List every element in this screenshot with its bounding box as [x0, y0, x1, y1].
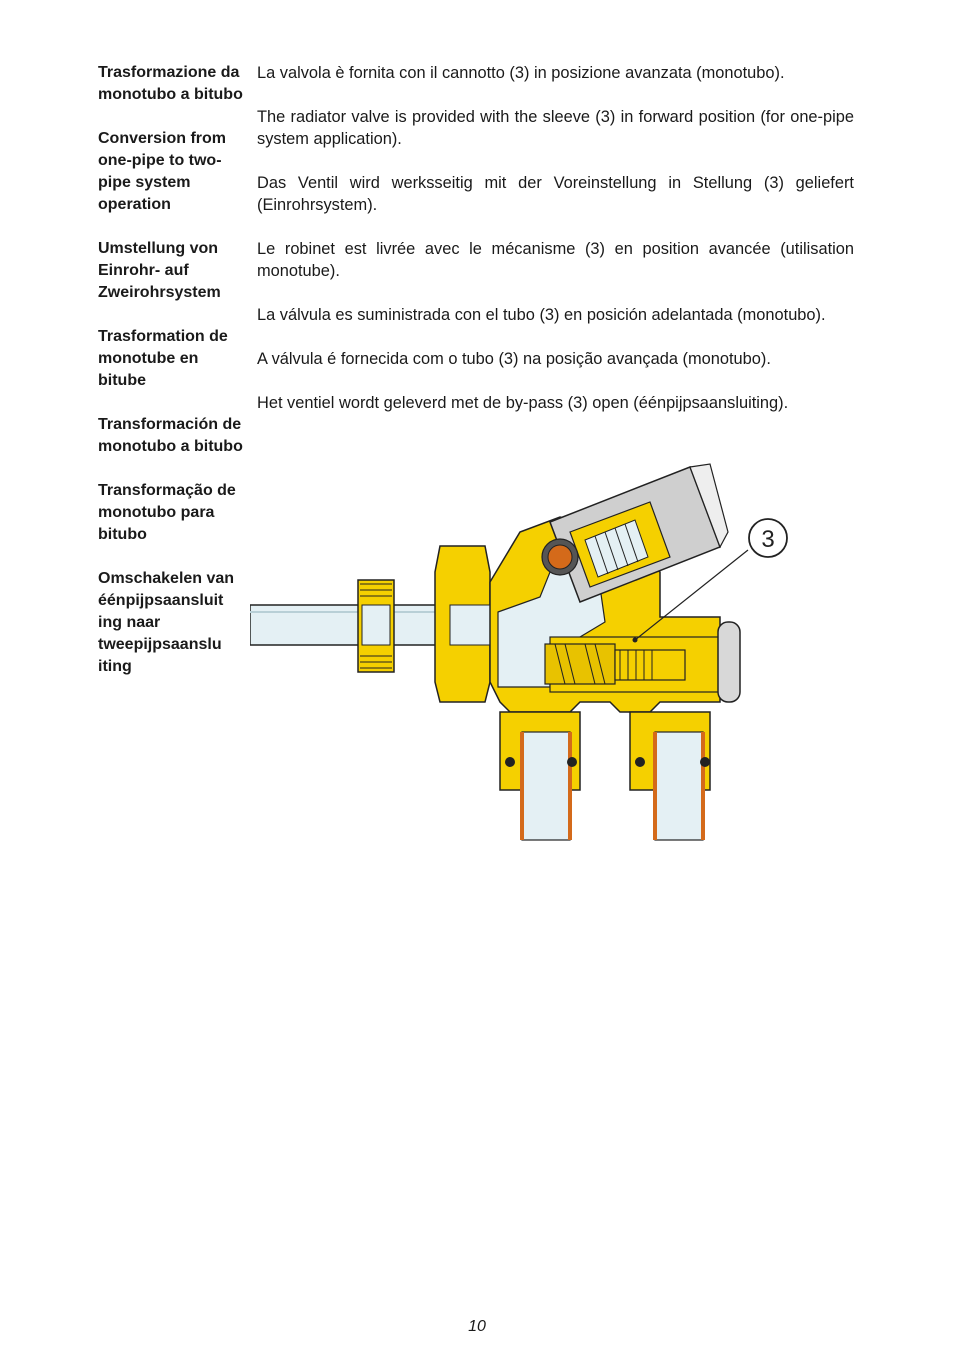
outlet-pipe-right: [630, 712, 710, 840]
paragraph-italian: La valvola è fornita con il cannotto (3) in posizione avanzata (monotubo).: [257, 64, 785, 82]
side-cap: [718, 622, 740, 702]
heading-french: Trasformation de monotube en bitube: [98, 328, 228, 389]
paragraph-german: Das Ventil wird werksseitig mit der Voreinstellung in Stellung (3) geliefert (Einrohrsystem).: [257, 174, 854, 214]
paragraph-english: The radiator valve is provided with the sleeve (3) in forward position (for one-pipe system application).: [257, 108, 854, 148]
page-number: 10: [468, 1318, 486, 1335]
heading-german: Umstellung von Einrohr- auf Zweirohrsystem: [98, 240, 221, 301]
callout-label: 3: [761, 526, 775, 553]
outlet-pipe-left: [500, 712, 580, 840]
heading-dutch: Omschakelen van éénpijpsaansluit ing naar tweepijpsaanslu iting: [98, 570, 235, 675]
valve-diagram: [250, 462, 800, 842]
instruction-paragraphs: [257, 62, 854, 436]
heading-spanish: Transformación de monotubo a bitubo: [98, 416, 243, 455]
paragraph-french: Le robinet est livrée avec le mécanisme (3) en position avancée (utilisation monotube).: [257, 240, 854, 280]
heading-english: Conversion from one-pipe to two-pipe system operation: [98, 130, 227, 213]
heading-portuguese: Transformação de monotubo para bitubo: [98, 482, 236, 543]
valve-cross-section-figure: [250, 462, 800, 842]
section-headings: [98, 62, 250, 700]
bypass-sleeve: [545, 644, 615, 684]
paragraph-portuguese: A válvula é fornecida com o tubo (3) na posição avançada (monotubo).: [257, 350, 771, 368]
paragraph-dutch: Het ventiel wordt geleverd met de by-pass (3) open (éénpijpsaansluiting).: [257, 394, 789, 412]
paragraph-spanish: La válvula es suministrada con el tubo (3) en posición adelantada (monotubo).: [257, 306, 826, 324]
heading-italian: Trasformazione da monotubo a bitubo: [98, 64, 243, 103]
